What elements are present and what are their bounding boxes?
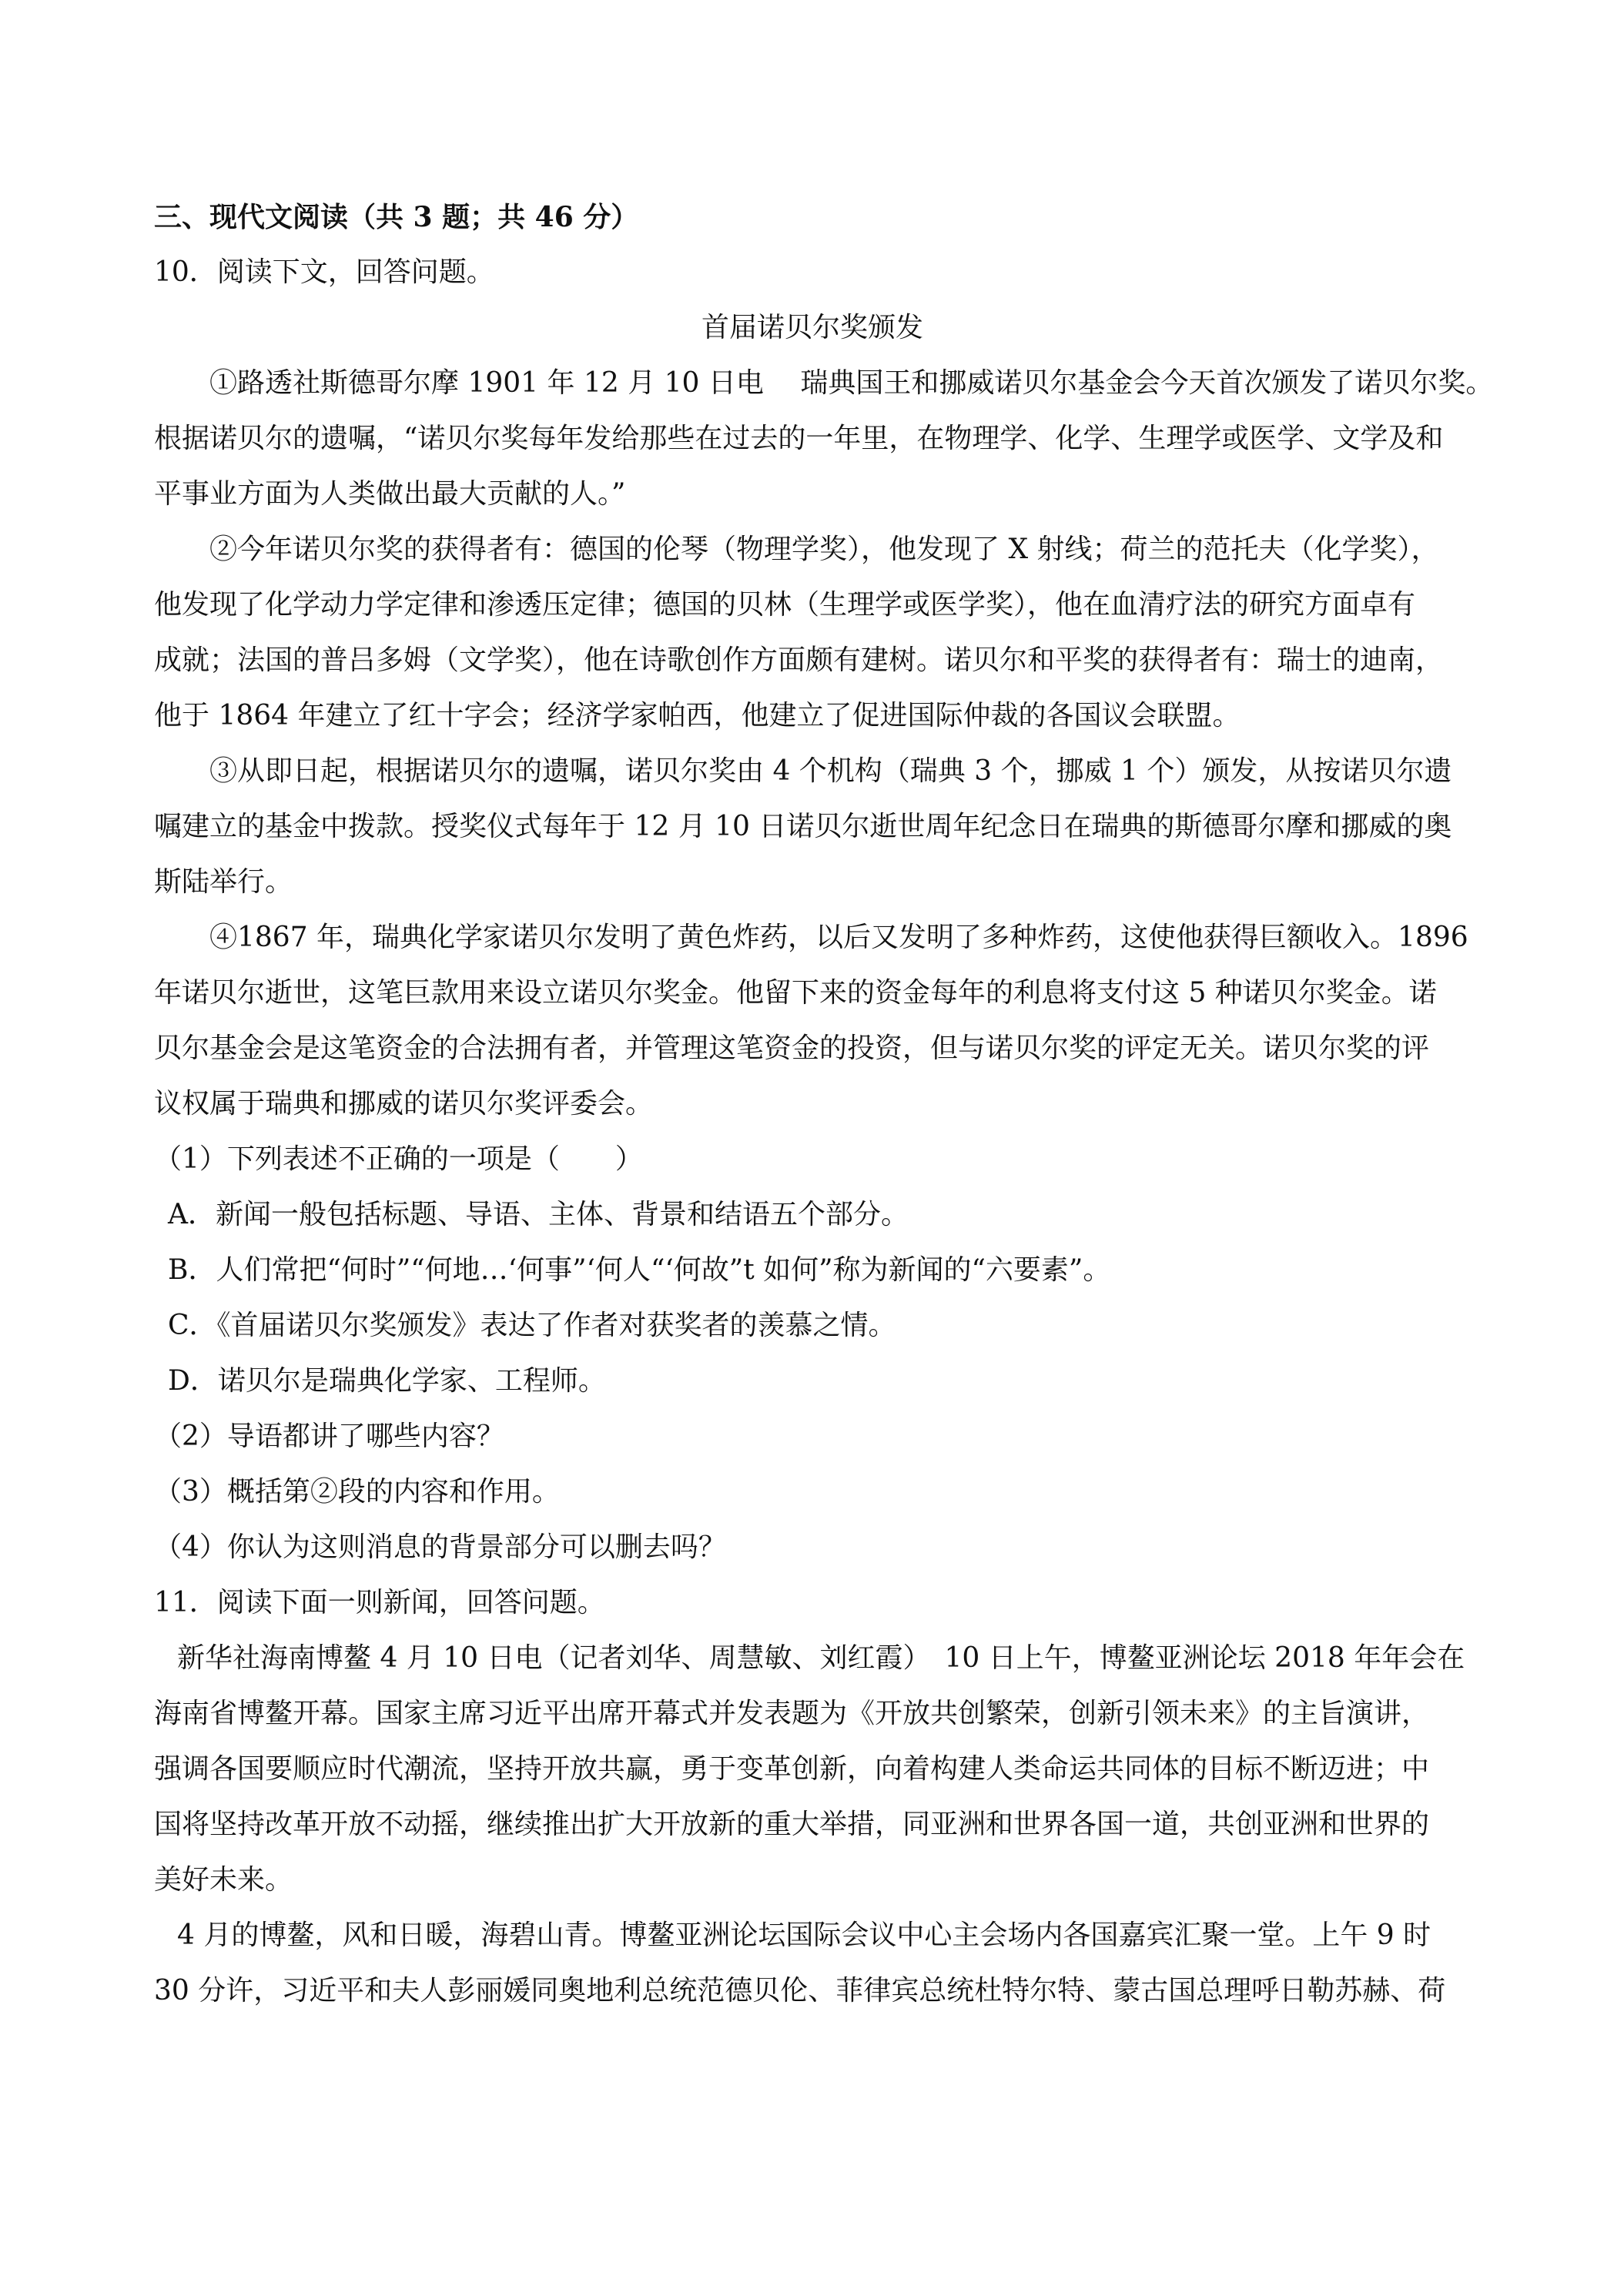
article-paragraph-3 [154, 744, 1471, 910]
question-10-prompt: 10．阅读下文，回答问题。 [154, 256, 494, 288]
article-title: 首届诺贝尔奖颁发 [701, 312, 923, 343]
text-line: 4 月的博鳌，风和日暖，海碧山青。博鳌亚洲论坛国际会议中心主会场内各国嘉宾汇聚一堂。上午 9 时 [177, 1919, 1431, 1951]
option-a: A．新闻一般包括标题、导语、主体、背景和结语五个部分。 [168, 1199, 909, 1230]
text-line: 他发现了化学动力学定律和渗透压定律；德国的贝林（生理学或医学奖），他在血清疗法的研究方面卓有 [154, 589, 1416, 621]
option-b: B．人们常把“何时”“何地…‘何事”‘何人“‘何故”t 如何”称为新闻的“六要素”。 [168, 1254, 1111, 1286]
text-line: 他于 1864 年建立了红十字会；经济学家帕西，他建立了促进国际仲裁的各国议会联盟。 [154, 700, 1241, 731]
option-d: D．诺贝尔是瑞典化学家、工程师。 [168, 1365, 606, 1397]
article-paragraph-1 [154, 356, 1494, 522]
sub-question-4: （4）你认为这则消息的背景部分可以删去吗？ [154, 1531, 726, 1563]
sub-question-3: （3）概括第②段的内容和作用。 [154, 1476, 560, 1508]
text-line: ③从即日起，根据诺贝尔的遗嘱，诺贝尔奖由 4 个机构（瑞典 3 个，挪威 1 个）颁发，从按诺贝尔遗 [209, 755, 1452, 787]
option-c: C．《首届诺贝尔奖颁发》表达了作者对获奖者的羡慕之情。 [168, 1310, 896, 1341]
text-line: ①路透社斯德哥尔摩 1901 年 12 月 10 日电 瑞典国王和挪威诺贝尔基金会今天首次颁发了诺贝尔奖。 [209, 367, 1494, 399]
section-heading: 三、现代文阅读（共 3 题；共 46 分） [154, 201, 639, 233]
article-paragraph-4 [154, 910, 1471, 1132]
article-paragraph-2 [154, 522, 1471, 744]
text-line: 嘱建立的基金中拨款。授奖仪式每年于 12 月 10 日诺贝尔逝世周年纪念日在瑞典的斯德哥尔摩和挪威的奥 [154, 811, 1452, 842]
question-11-prompt: 11．阅读下面一则新闻，回答问题。 [154, 1587, 605, 1618]
document-page [154, 189, 1494, 2019]
text-line: 海南省博鳌开幕。国家主席习近平出席开幕式并发表题为《开放共创繁荣，创新引领未来》的主旨演讲， [154, 1698, 1430, 1729]
text-line: 成就；法国的普吕多姆（文学奖），他在诗歌创作方面颇有建树。诺贝尔和平奖的获得者有：瑞士的迪南， [154, 644, 1444, 676]
text-line: 根据诺贝尔的遗嘱，“诺贝尔奖每年发给那些在过去的一年里，在物理学、化学、生理学或医学、文学及和 [154, 423, 1444, 454]
news-paragraph-2 [154, 1908, 1471, 2019]
text-line: 贝尔基金会是这笔资金的合法拥有者，并管理这笔资金的投资，但与诺贝尔奖的评定无关。诺贝尔奖的评 [154, 1033, 1430, 1064]
text-line: 强调各国要顺应时代潮流，坚持开放共赢，勇于变革创新，向着构建人类命运共同体的目标不断迈进；中 [154, 1753, 1430, 1785]
text-line: ④1867 年，瑞典化学家诺贝尔发明了黄色炸药，以后又发明了多种炸药，这使他获得巨额收入。1896 [209, 922, 1468, 953]
text-line: ②今年诺贝尔奖的获得者有：德国的伦琴（物理学奖），他发现了 X 射线；荷兰的范托夫（化学奖）， [209, 534, 1439, 565]
text-line: 国将坚持改革开放不动摇，继续推出扩大开放新的重大举措，同亚洲和世界各国一道，共创亚洲和世界的 [154, 1809, 1430, 1840]
news-paragraph-1 [154, 1631, 1471, 1908]
sub-question-2: （2）导语都讲了哪些内容？ [154, 1421, 504, 1452]
text-line: 30 分许，习近平和夫人彭丽媛同奥地利总统范德贝伦、菲律宾总统杜特尔特、蒙古国总理呼日勒苏赫、荷 [154, 1975, 1446, 2006]
text-line: 美好未来。 [154, 1864, 293, 1896]
text-line: 年诺贝尔逝世，这笔巨款用来设立诺贝尔奖金。他留下来的资金每年的利息将支付这 5 种诺贝尔奖金。诺 [154, 977, 1437, 1009]
text-line: 平事业方面为人类做出最大贡献的人。” [154, 478, 626, 510]
sub-question-1: （1）下列表述不正确的一项是（ ） [154, 1143, 643, 1175]
text-line: 新华社海南博鳌 4 月 10 日电（记者刘华、周慧敏、刘红霞） 10 日上午，博鳌亚洲论坛 2018 年年会在 [177, 1642, 1465, 1674]
text-line: 议权属于瑞典和挪威的诺贝尔奖评委会。 [154, 1088, 654, 1120]
text-line: 斯陆举行。 [154, 866, 293, 898]
